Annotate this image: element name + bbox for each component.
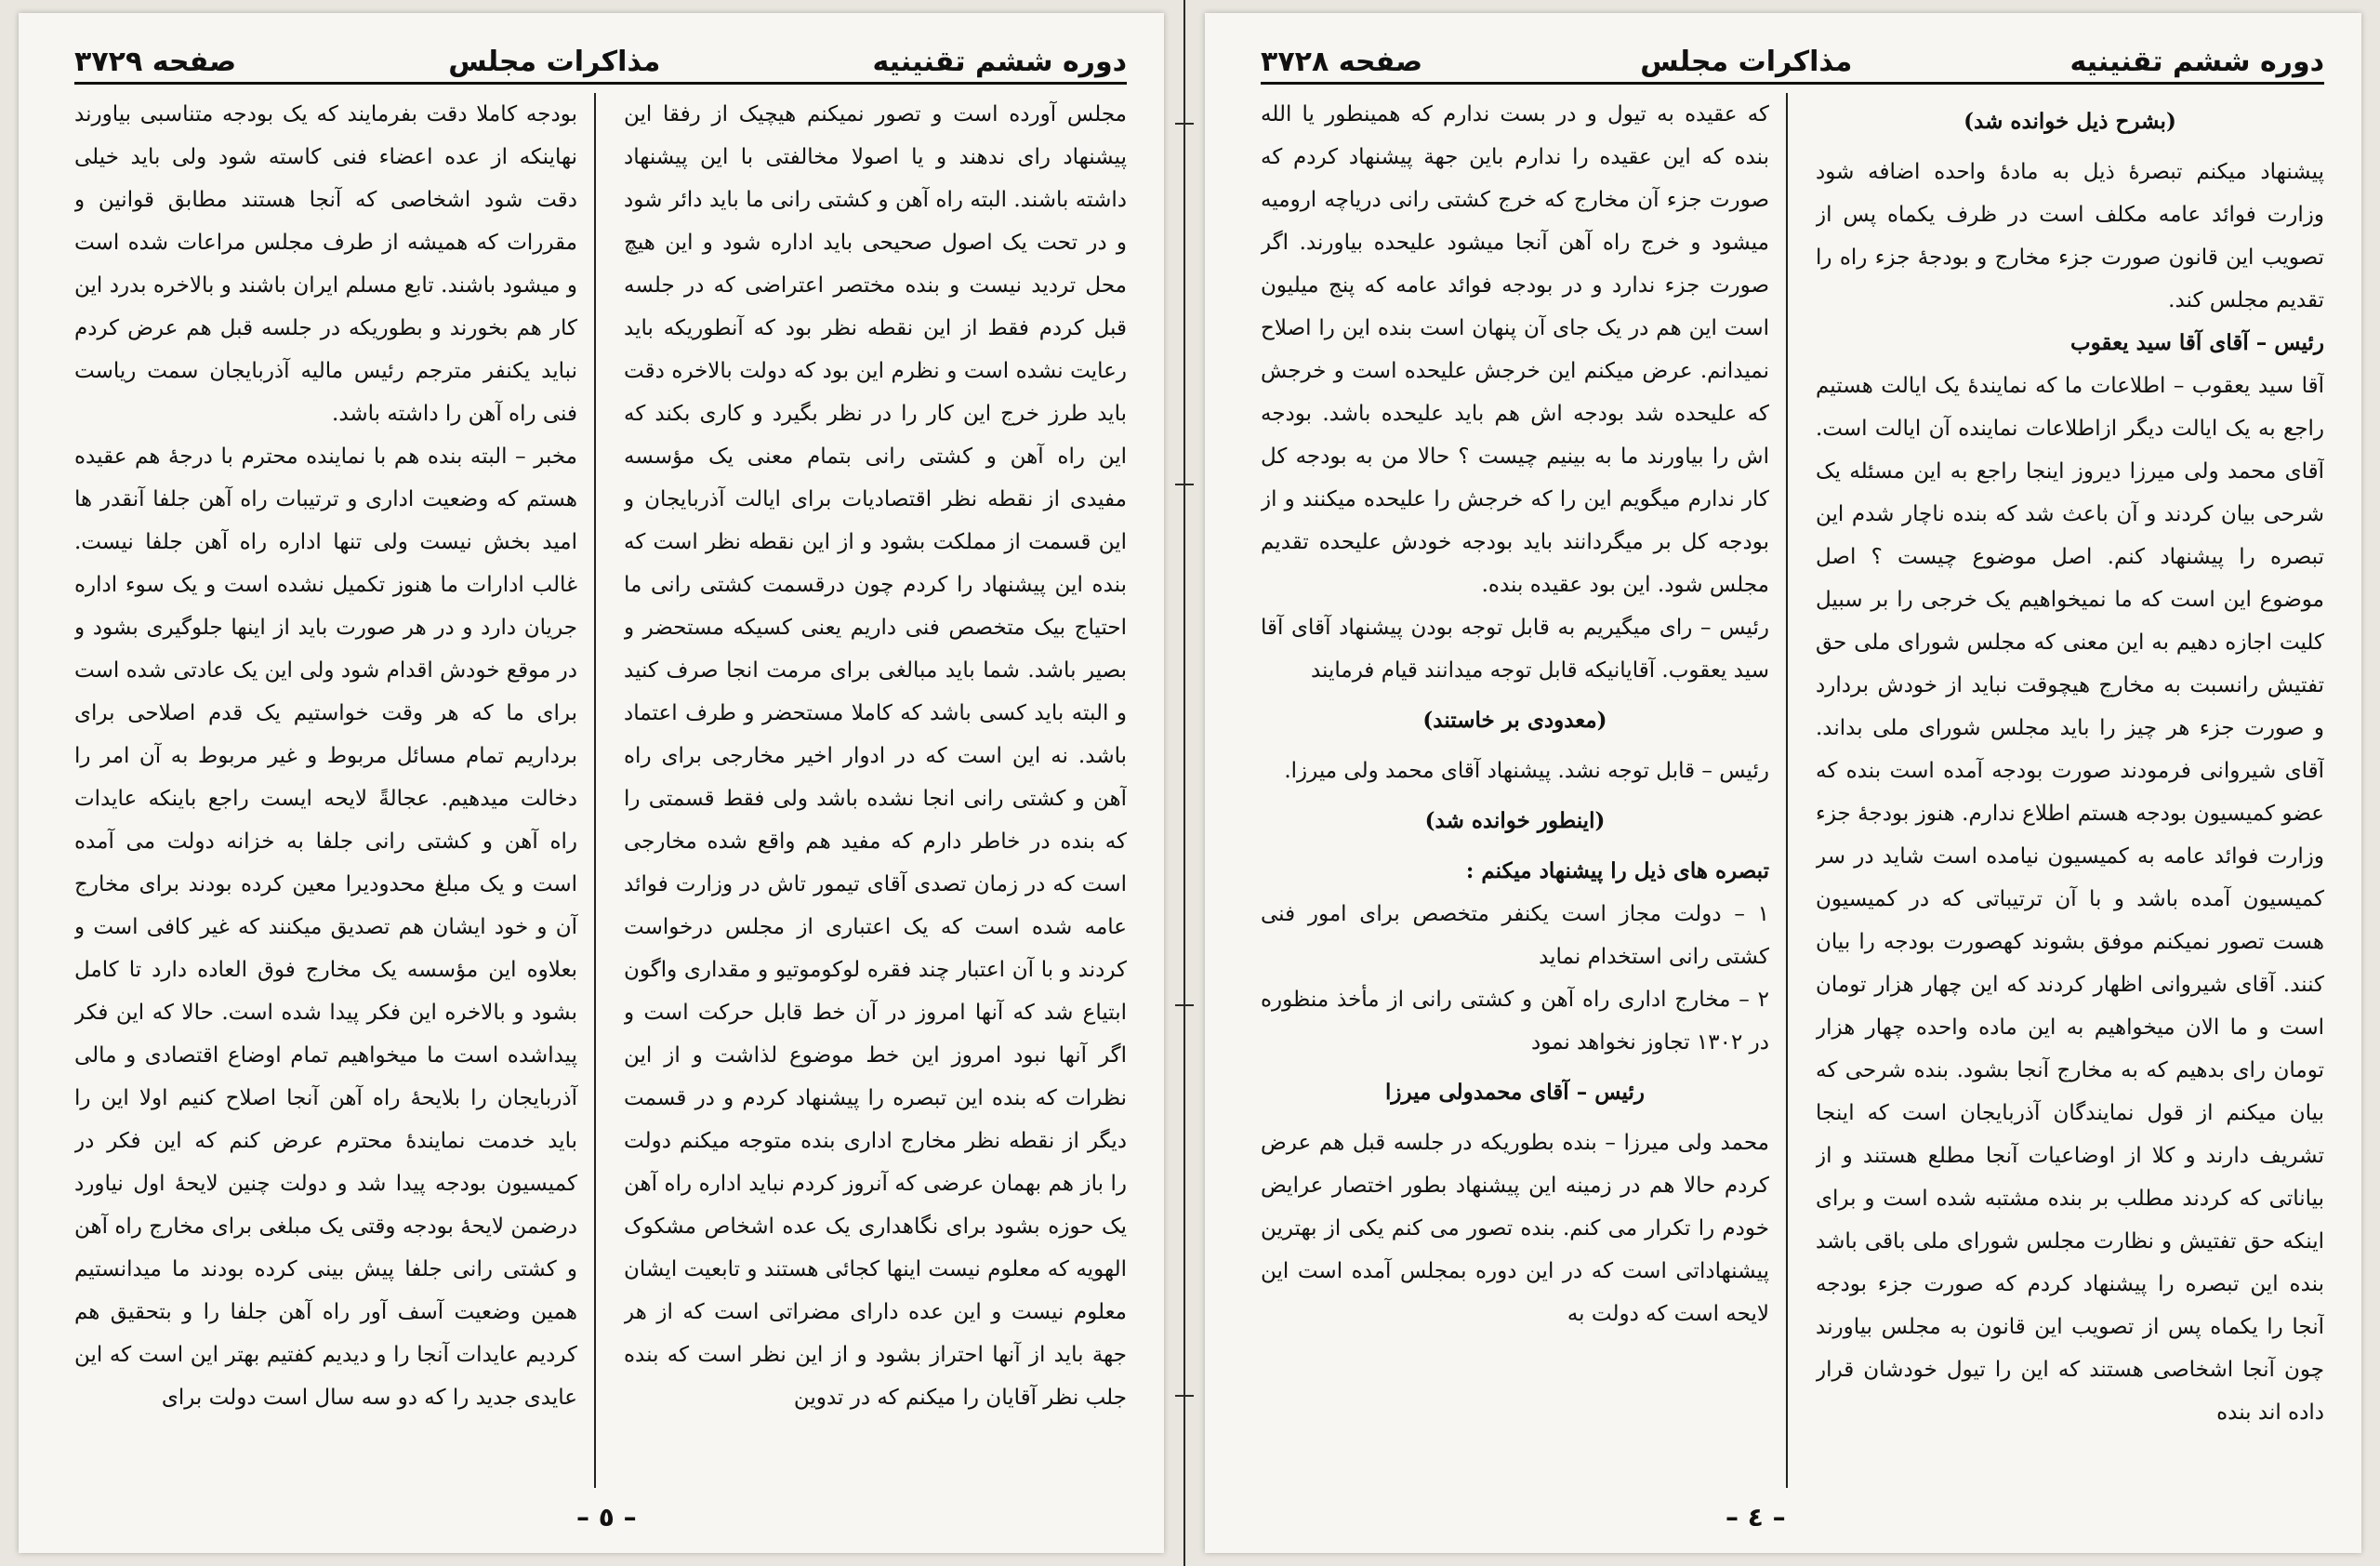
paragraph: که عقیده به تیول و در بست ندارم که همینطور یا الله بنده که این عقیده را ندارم باین جهة پیشنهاد کردم که صورت جزء آن مخارج که خرج کشتی رانی دریاچه ارومیه میشود و خرج راه آهن آنجا میشود علیحده بیاورند. اگر صورت جزء ندارد و در بودجه فوائد عامه که پنج میلیون است این هم در یک جای آن پنهان است بنده این را اصلاح نمیدانم. عرض میکنم این خرجش علیحده است و خرجش که علیحده شد بودجه اش هم باید علیحده باشد. بودجه اش را بیاورند ما به بینیم چیست ؟ حالا من به بودجه کل کار ندارم میگویم این را که خرجش را علیحده میکنند و از بودجه کل بر میگردانند باید بودجه خودش علیحده تقدیم مجلس شود. این بود عقیده بنده.: [1261, 102, 1769, 597]
gutter-mark: [1175, 1004, 1194, 1006]
paragraph: پیشنهاد میکنم تبصرهٔ ذیل به مادهٔ واحده اضافه شود وزارت فوائد عامه مکلف است در ظرف یکماه پس از تصویب این قانون صورت جزء مخارج و بودجهٔ جزء راه را تقدیم مجلس کند.: [1816, 160, 2324, 312]
page-number-label: صفحه ۳۷۲۸: [1261, 46, 1423, 78]
text-column-right: [624, 93, 1127, 1488]
text-column-left: [1261, 93, 1788, 1488]
procedural-note: (معدودی بر خاستند): [1422, 708, 1607, 733]
paragraph: بودجه کاملا دقت بفرمایند که یک بودجه متناسبی بیاورند نهاینکه از عده اعضاء فنی کاسته شود ولی باید خیلی دقت شود اشخاصی که آنجا هستند مطابق قوانین و مقررات که همیشه از طرف مجلس مراعات شده است و میشود باشند. تابع مسلم ایران باشند و بالاخره بدرد این کار هم بخورند و بطوریکه در جلسه قبل هم عرض کردم نباید یکنفر مترجم رئیس مالیه آذربایجان سمت ریاست فنی راه آهن را داشته باشد.: [74, 102, 577, 426]
right-page: [1205, 13, 2361, 1553]
paragraph: تبصره های ذیل را پیشنهاد میکنم :: [1465, 858, 1769, 883]
page-number-label: صفحه ۳۷۲۹: [74, 46, 237, 78]
paragraph: مجلس آورده است و تصور نمیکنم هیچیک از رفقا این پیشنهاد رای ندهند و یا اصولا مخالفتی با این پیشنهاد داشته باشند. البته راه آهن و کشتی رانی ما باید دائر شود و در تحت یک اصول صحیحی باید اداره شود و این هیچ محل تردید نیست و بنده مختصر اعتراضی که در جلسه قبل کردم فقط از این نقطه نظر بود که آنطوریکه باید رعایت نشده است و نظرم این بود که دولت بالاخره دقت باید طرز خرج این کار را در نظر بگیرد و کاری بکند که این راه آهن و کشتی رانی بتمام معنی یک مؤسسه مفیدی از نقطه نظر اقتصادیات برای ایالت آذربایجان و این قسمت از مملکت بشود و از این نقطه نظر است که بنده این پیشنهاد را کردم چون درقسمت کشتی رانی ما احتیاج بیک متخصص فنی داریم یعنی کسیکه مستحضر و بصیر باشد. شما باید مبالغی برای مرمت انجا صرف کنید و البته باید کسی باشد که کاملا مستحضر و طرف اعتماد باشد. نه این است که در ادوار اخیر مخارجی برای راه آهن و کشتی رانی انجا نشده باشد ولی فقط قسمتی را که بنده در خاطر دارم که مفید هم واقع شده مخارجی است که در زمان تصدی آقای تیمور تاش در وزارت فوائد عامه شده است که یک اعتباری از مجلس درخواست کردند و با آن اعتبار چند فقره لوکوموتیو و مقداری واگون ابتیاع شد که آنها امروز در آن خط قابل حرکت است و اگر آنها نبود امروز این خط موضوع لذاشت و از این نظرات که بنده این تبصره را پیشنهاد کردم و در قسمت دیگر از نقطه نظر مخارج اداری بنده متوجه میکنم دولت را باز هم بهمان عرضی که آنروز کردم نباید اداره راه آهن یک حوزه بشود برای نگاهداری یک عده اشخاص مشکوک الهویه که معلوم نیست اینها کجائی هستند و تابعیت ایشان معلوم نیست و این عده دارای مضراتی است که از هر جهة باید از آنها احتراز بشود و از این نظر است که بنده جلب نظر آقایان را میکنم که در تدوین: [624, 102, 1127, 1410]
page-footer-number: – ٥ –: [576, 1502, 637, 1533]
right-page-header: [1261, 37, 2324, 85]
right-page-body: [1261, 93, 2324, 1488]
text-column-right: [1816, 93, 2324, 1488]
page-title: مذاکرات مجلس: [448, 46, 661, 78]
page-footer-number: – ٤ –: [1726, 1502, 1786, 1533]
gutter-mark: [1175, 1395, 1194, 1397]
paragraph: مخبر – البته بنده هم با نماینده محترم با درجهٔ هم عقیده هستم که وضعیت اداری و ترتیبات راه آهن جلفا آنقدر ها امید بخش نیست ولی تنها اداره راه آهن جلفا نیست. غالب ادارات ما هنوز تکمیل نشده است و یک سوء اداره جریان دارد و در هر صورت باید از اینها جلوگیری بشود و در موقع خودش اقدام شود ولی این یک عادتی شده است برای ما که هر وقت خواستیم یک قدم اصلاحی برای برداریم تمام مسائل مربوط و غیر مربوط به آن امر را دخالت میدهیم. عجالةً لایحه ایست راجع باینکه عایدات راه آهن و کشتی رانی جلفا به خزانه دولت می آمده است و یک مبلغ محدودیرا معین کرده بودند برای مخارج آن و خود ایشان هم تصدیق میکنند که غیر کافی است و بعلاوه این مؤسسه یک مخارج فوق العاده دارد تا کامل بشود و بالاخره این فکر پیدا شده است. حالا که این فکر پیداشده است ما میخواهیم تمام اوضاع اقتصادی و مالی آذربایجان را بلایحهٔ راه آهن آنجا اصلاح کنیم اولا این را باید خدمت نمایندهٔ محترم عرض کنم که این فکر در کمیسیون بودجه پیدا شد و دولت چنین لایحهٔ اول نیاورد درضمن لایحهٔ بودجه وقتی یک مبلغی برای مخارج راه آهن و کشتی رانی جلفا پیش بینی کرده بودند ما میدانستیم همین وضعیت آسف آور راه آهن جلفا را و بتحقیق هم کردیم عایدات آنجا را و دیدیم کفتیم بهتر این است که این عایدی جدید را که دو سه سال است دولت برای: [74, 445, 577, 1410]
paragraph: رئیس – قابل توجه نشد. پیشنهاد آقای محمد ولی میرزا.: [1284, 759, 1769, 783]
left-page-header: [74, 37, 1127, 85]
procedural-note: (اینطور خوانده شد): [1424, 808, 1606, 833]
paragraph: آقا سید یعقوب – اطلاعات ما که نمایندهٔ یک ایالت هستیم راجع به یک ایالت دیگر ازاطلاعات نماینده آن ایالت است. آقای محمد ولی میرزا دیروز اینجا راجع به این مسئله یک شرحی بیان کردند و آن باعث شد که بنده ناچار شدم این تبصره را پیشنهاد کنم. اصل موضوع چیست ؟ اصل موضوع این است که ما نمیخواهیم یک خرجی را بر سبیل کلیت اجازه دهیم به این معنی که مجلس شورای ملی حق تفتیش رانسبت به مخارج هیچوقت نباید از خودش بردارد و صورت جزء هر چیز را باید مجلس شورای ملی بداند. آقای شیروانی فرمودند صورت بودجه آمده است بنده که عضو کمیسیون بودجه هستم اطلاع ندارم. هنوز بودجهٔ جزء وزارت فوائد عامه به کمیسیون نیامده است شاید در سر کمیسیون آمده باشد و با آن ترتیباتی که در کمیسیون هست تصور نمیکنم موفق بشوند کهصورت بودجه را بیان کنند. آقای شیروانی اظهار کردند که این چهار هزار تومان است و ما الان میخواهیم به این ماده واحده چهار هزار تومان رای بدهیم که به مخارج آنجا بشود. بنده شرحی که بیان میکنم از قول نمایندگان آذربایجان است که اینجا تشریف دارند و کلا از اوضاعیات آنجا مطلع هستند و از بیاناتی که کردند مطلب بر بنده مشتبه شده است و برای اینکه حق تفتیش و نظارت مجلس شورای ملی باقی باشد بنده این تبصره را پیشنهاد کردم که صورت جزء بودجه آنجا را یکماه پس از تصویب این قانون به مجلس بیاورند چون آنجا اشخاصی هستند که این را تیول خودشان قرار داده اند بنده: [1816, 374, 2324, 1425]
page-title: مذاکرات مجلس: [1640, 46, 1853, 78]
left-page: [19, 13, 1164, 1553]
paragraph: محمد ولی میرزا – بنده بطوریکه در جلسه قبل هم عرض کردم حالا هم در زمینه این پیشنهاد بطور اختصار عرایض خودم را تکرار می کنم. بنده تصور می کنم یکی از بهترین پیشنهاداتی است که در این دوره بمجلس آمده است این لایحه است که دولت به: [1261, 1131, 1769, 1326]
paragraph: رئیس – رای میگیریم به قابل توجه بودن پیشنهاد آقای آقا سید یعقوب. آقایانیکه قابل توجه میدانند قیام فرمایند: [1261, 616, 1769, 683]
session-label: دوره ششم تقنینیه: [872, 46, 1127, 78]
session-label: دوره ششم تقنینیه: [2069, 46, 2324, 78]
speaker-line: رئیس – آقای آقا سید یعقوب: [2069, 330, 2324, 355]
list-item: ٢ – مخارج اداری راه آهن و کشتی رانی از مأخذ منظوره در ۱۳۰۲ تجاوز نخواهد نمود: [1261, 988, 1769, 1055]
procedural-note: (بشرح ذیل خوانده شد): [1964, 109, 2176, 134]
book-gutter: [1179, 0, 1190, 1566]
gutter-mark: [1175, 123, 1194, 125]
gutter-line: [1183, 0, 1185, 1566]
list-item: ١ – دولت مجاز است یکنفر متخصص برای امور فنی کشتی رانی استخدام نماید: [1261, 902, 1769, 969]
gutter-mark: [1175, 484, 1194, 485]
left-page-body: [74, 93, 1127, 1488]
text-column-left: [74, 93, 596, 1488]
speaker-line: رئیس – آقای محمدولی میرزا: [1385, 1080, 1645, 1105]
